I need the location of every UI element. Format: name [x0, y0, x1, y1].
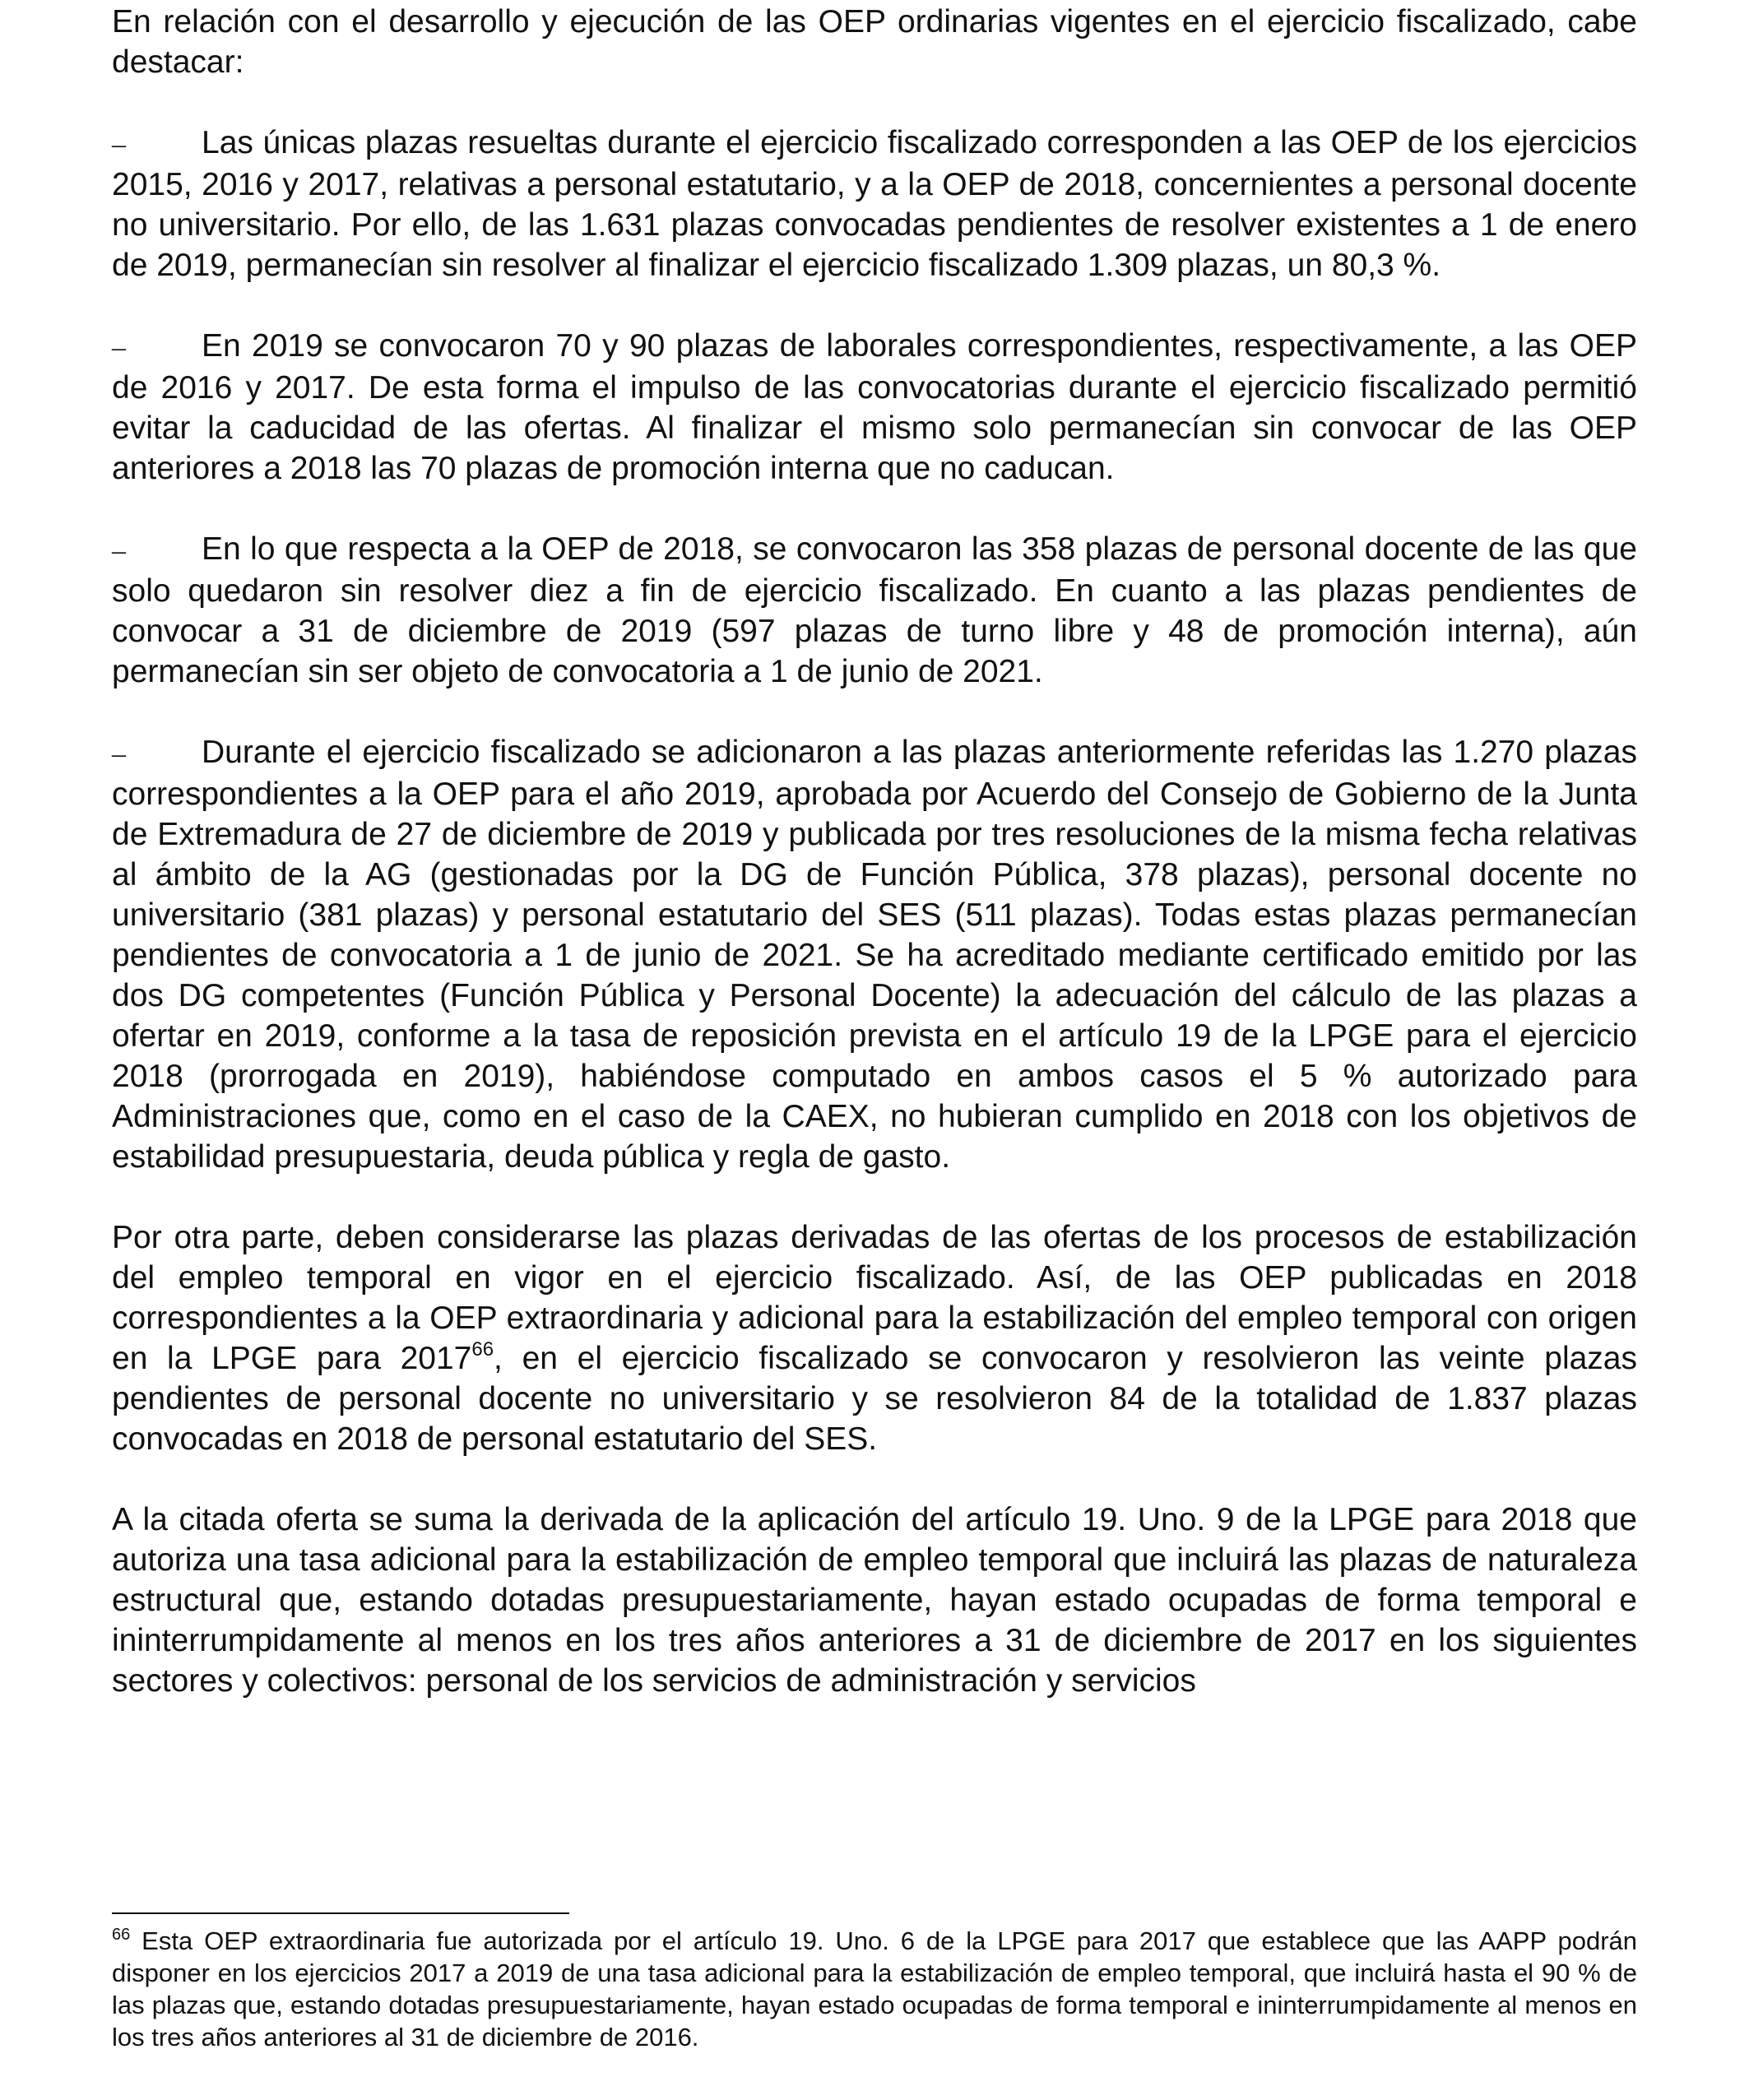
intro-paragraph: En relación con el desarrollo y ejecución de las OEP ordinarias vigentes en el ejercicio fiscalizado, cabe destacar: [112, 4, 1637, 80]
dash-bullet-icon: – [112, 332, 126, 363]
bullet-text-2: En 2019 se convocaron 70 y 90 plazas de laborales correspondientes, respectivamente, a las OEP de 2016 y 2017. De esta forma el impulso de las convocatorias durante el ejercicio fiscalizado permitió evitar la caducidad de las ofertas. Al finalizar el mismo solo permanecían sin convocar de las OEP anteriores a 2018 las 70 plazas de promoción interna que no caducan. [112, 328, 1637, 486]
dash-bullet-icon: – [112, 739, 126, 769]
paragraph-2-text-b: , en el ejercicio fiscalizado se convocaron y resolvieron las veinte plazas pendientes de personal docente no universitario y se resolvieron 84 de la totalidad de 1.837 plazas convocadas en 2018 de personal estatutario del SES. [112, 1341, 1637, 1457]
bullet-text-4: Durante el ejercicio fiscalizado se adicionaron a las plazas anteriormente referidas las 1.270 plazas correspondientes a la OEP para el año 2019, aprobada por Acuerdo del Consejo de Gobierno de la Junta de Extremadura de 27 de diciembre de 2019 y publicada por tres resoluciones de la misma fecha relativas al ámbito de la AG (gestionadas por la DG de Función Pública, 378 plazas), personal docente no universitario (381 plazas) y personal estatutario del SES (511 plazas). Todas estas plazas permanecían pendientes de convocatoria a 1 de junio de 2021. Se ha acreditado mediante certificado emitido por las dos DG competentes (Función Pública y Personal Docente) la adecuación del cálculo de las plazas a ofertar en 2019, conforme a la tasa de reposición prevista en el artículo 19 de la LPGE para el ejercicio 2018 (prorrogada en 2019), habiéndose computado en ambos casos el 5 % autorizado para Administraciones que, como en el caso de la CAEX, no hubieran cumplido en 2018 con los objetivos de estabilidad presupuestaria, deuda pública y regla de gasto. [112, 735, 1637, 1175]
paragraph-stabilization [112, 1217, 1637, 1459]
bullet-item-3 [112, 529, 1637, 692]
footnote-divider [112, 1912, 569, 1914]
bullet-text-3: En lo que respecta a la OEP de 2018, se convocaron las 358 plazas de personal docente de las que solo quedaron sin resolver diez a fin de ejercicio fiscalizado. En cuanto a las plazas pendientes de convocar a 31 de diciembre de 2019 (597 plazas de turno libre y 48 de promoción interna), aún permanecían sin ser objeto de convocatoria a 1 de junio de 2021. [112, 531, 1637, 689]
bullet-item-2 [112, 326, 1637, 489]
bullet-text-1: Las únicas plazas resueltas durante el ejercicio fiscalizado corresponden a las OEP de los ejercicios 2015, 2016 y 2017, relativas a personal estatutario, y a la OEP de 2018, concernientes a personal docente no universitario. Por ello, de las 1.631 plazas convocadas pendientes de resolver existentes a 1 de enero de 2019, permanecían sin resolver al finalizar el ejercicio fiscalizado 1.309 plazas, un 80,3 %. [112, 125, 1637, 283]
footnote-reference[interactable]: 66 [471, 1338, 494, 1361]
paragraph-2-text-a: Por otra parte, deben considerarse las plazas derivadas de las ofertas de los procesos de estabilización del empleo temporal en vigor en el ejercicio fiscalizado. Así, de las OEP publicadas en 2018 correspondientes a la OEP extraordinaria y adicional para la estabilización del empleo temporal con origen en la LPGE para 2017 [112, 1220, 1637, 1376]
bullet-item-4 [112, 732, 1637, 1177]
footnote-number: 66 [112, 1926, 131, 1944]
body-text [112, 2, 1637, 1741]
dash-bullet-icon: – [112, 129, 126, 160]
dash-bullet-icon: – [112, 535, 126, 566]
footnote-text: Esta OEP extraordinaria fue autorizada por el artículo 19. Uno. 6 de la LPGE para 2017 que establece que las AAPP podrán disponer en los ejercicios 2017 a 2019 de una tasa adicional para la estabilización de empleo temporal, que incluirá hasta el 90 % de las plazas que, estando dotadas presupuestariamente, hayan estado ocupadas de forma temporal e ininterrumpidamente al menos en los tres años anteriores al 31 de diciembre de 2016. [112, 1926, 1637, 2051]
paragraph-additional-rate: A la citada oferta se suma la derivada de la aplicación del artículo 19. Uno. 9 de la LPGE para 2018 que autoriza una tasa adicional para la estabilización de empleo temporal que incluirá las plazas de naturaleza estructural que, estando dotadas presupuestariamente, hayan estado ocupadas de forma temporal e ininterrumpidamente al menos en los tres años anteriores a 31 de diciembre de 2017 en los siguientes sectores y colectivos: personal de los servicios de administración y servicios [112, 1502, 1637, 1699]
footnote [112, 1925, 1637, 2053]
bullet-item-1 [112, 123, 1637, 285]
